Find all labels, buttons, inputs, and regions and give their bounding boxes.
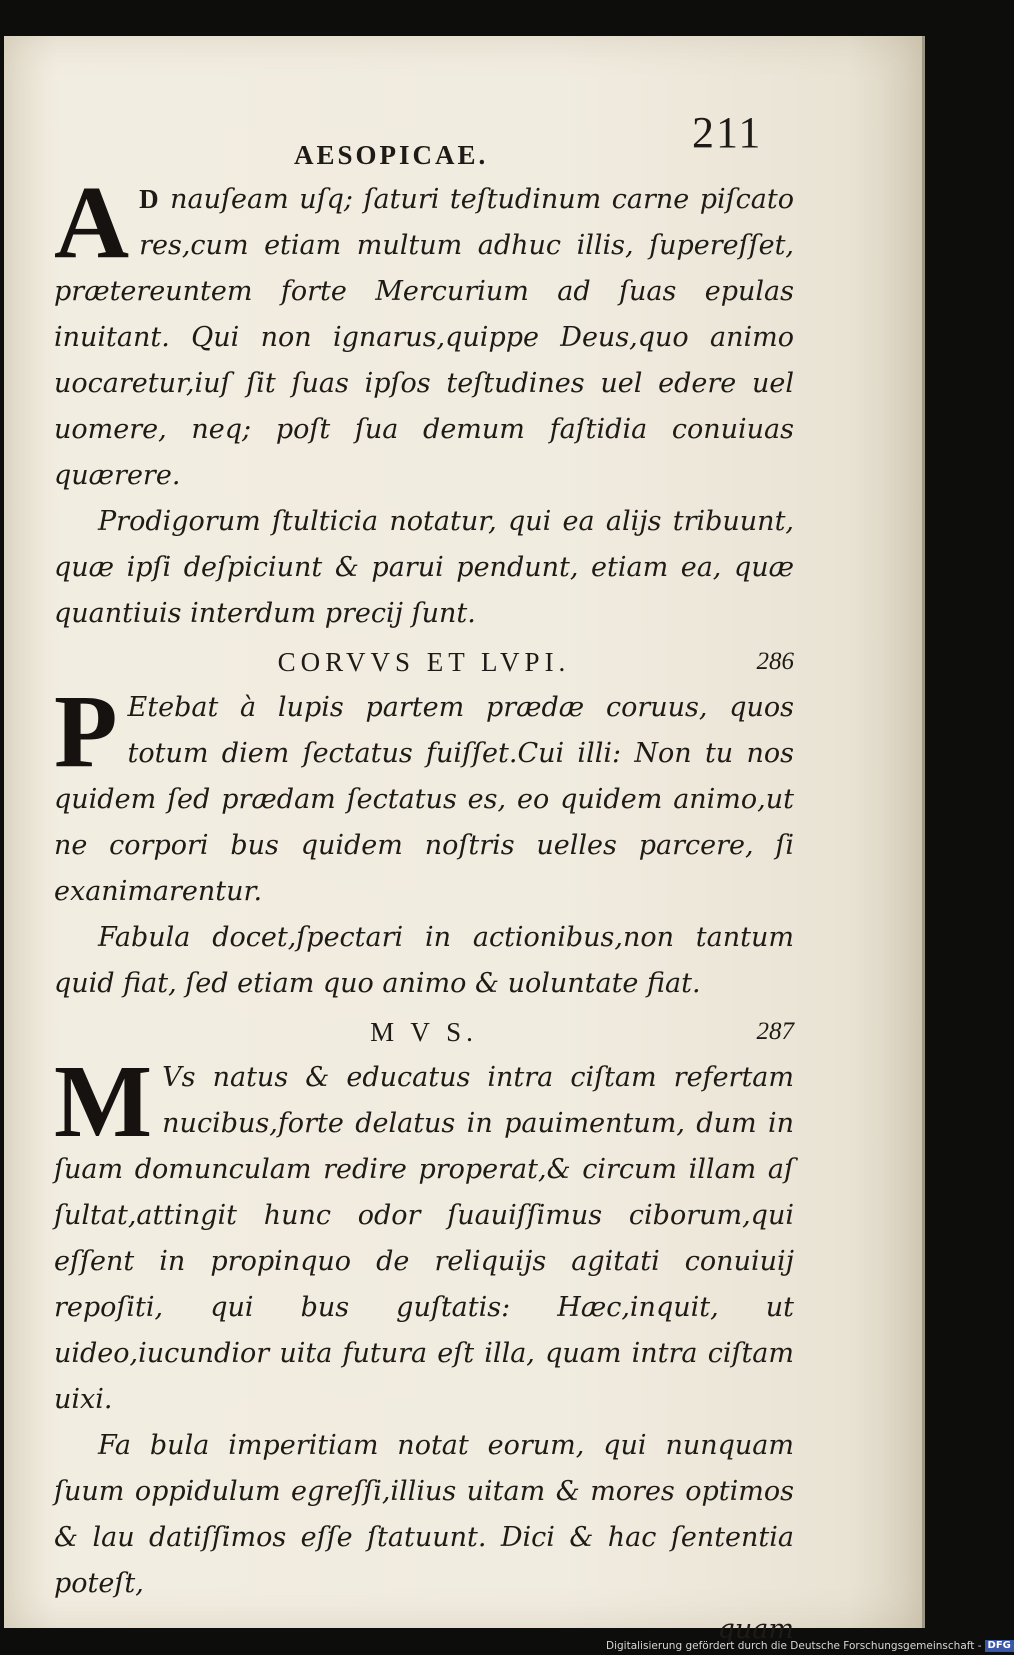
fable-2-text: Etebat à lupis partem prædæ coruus, quos totum diem ſectatus fuiſſet.Cui illi: Non tu nos quidem ſed prædam ſectatus es, eo quidem animo,ut ne corpori bus quidem noſtris uelles parcere, ſi exanimarentur. xyxy=(54,692,794,907)
page-header xyxy=(54,108,794,176)
fable-1-lead: D xyxy=(139,184,160,214)
fable-1-moral: Prodigorum ſtulticia notatur, qui ea alijs tribuunt, quæ ipſi deſpiciunt & parui pendunt, etiam ea, quæ quantiuis interdum precij ſunt. xyxy=(54,506,794,629)
page-text-block xyxy=(54,108,794,1653)
drop-cap-initial: P xyxy=(54,674,118,789)
fable-3-heading xyxy=(54,1009,794,1055)
digitization-credit xyxy=(606,1640,1014,1655)
fable-3-text: Vs natus & educatus intra ciſtam refertam nucibus,forte delatus in pauimentum, dum in ſuam domunculam redire properat,& circum illam aſ ſultat,attingit hunc odor ſuauiſſimus ciborum,qui eſſent in propinquo de reliquijs agitati conuiuij repoſiti, qui bus guſtatis: Hæc,inquit, ut uideo,iucundior uita futura eſt illa, quam intra ciſtam uixi. xyxy=(54,1062,794,1415)
page-number: 211 xyxy=(692,108,763,157)
catchword: quam xyxy=(717,1614,794,1645)
fable-2-body xyxy=(54,674,794,915)
fable-3-number: 287 xyxy=(756,1018,794,1045)
fable-2-heading xyxy=(54,639,794,685)
fable-3-moral: Fa bula imperitiam notat eorum, qui nunquam ſuum oppidulum egreſſi,illius uitam & mores optimos & lau datiſſimos eſſe ſtatuunt. Dici & hac ſententia poteſt, xyxy=(54,1430,794,1599)
book-page xyxy=(4,36,925,1645)
credit-text: Digitalisierung gefördert durch die Deutsche Forschungsgemeinschaft - xyxy=(606,1640,982,1652)
running-title: AESOPICAE. xyxy=(294,140,489,170)
fable-2-moral: Fabula docet,ſpectari in actionibus,non tantum quid fiat, ſed etiam quo animo & uoluntate fiat. xyxy=(54,922,794,999)
fable-1-body xyxy=(54,165,794,499)
fable-2-title: CORVVS ET LVPI. xyxy=(277,647,571,677)
fable-2-number: 286 xyxy=(756,648,794,675)
drop-cap-initial: A xyxy=(54,165,130,280)
fable-3-title: M V S. xyxy=(370,1017,478,1047)
dfg-logo: DFG xyxy=(985,1640,1014,1652)
fable-1-text: nauſeam uſq; ſaturi teſtudinum carne piſcato res,cum etiam multum adhuc illis, ſupereſſet, prætereuntem forte Mercurium ad ſuas epulas inuitant. Qui non ignarus,quippe Deus,quo animo uocaretur,iuſ ſit ſuas ipſos teſtudines uel edere uel uomere, neq; poſt ſua demum faſtidia conuiuas quærere. xyxy=(54,184,794,491)
fable-3-body xyxy=(54,1044,794,1423)
drop-cap-initial: M xyxy=(54,1044,153,1159)
